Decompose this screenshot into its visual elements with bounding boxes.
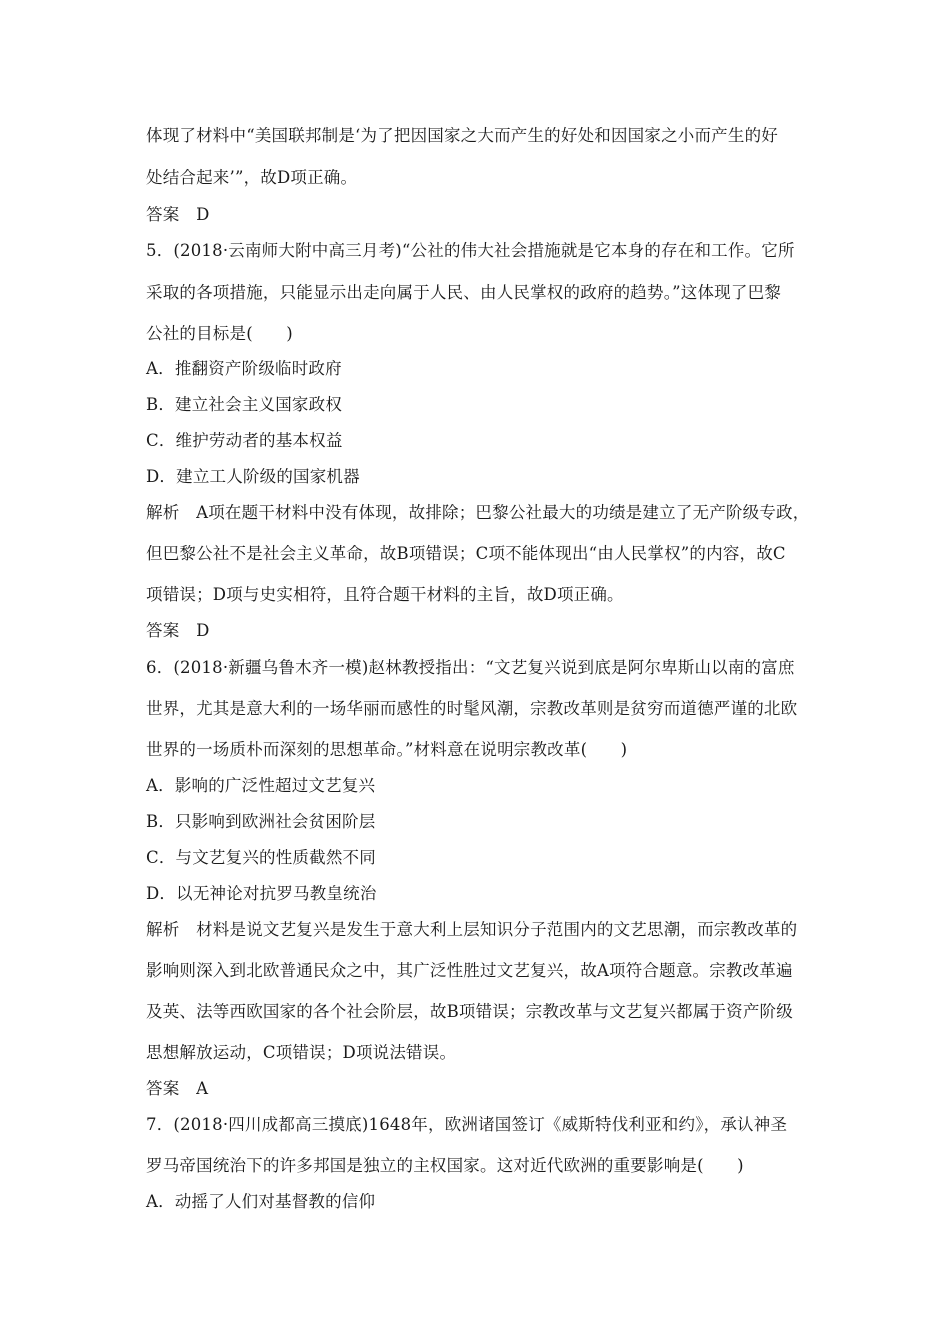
analysis-line: 影响则深入到北欧普通民众之中，其广泛性胜过文艺复兴，故A项符合题意。宗教改革遍 (146, 961, 793, 980)
question-6-line: 世界，尤其是意大利的一场华丽而感性的时髦风潮，宗教改革则是贫穷而道德严谨的北欧 (146, 699, 798, 718)
question-5-line: 采取的各项措施，只能显示出走向属于人民、由人民掌权的政府的趋势。”这体现了巴黎 (146, 283, 781, 302)
answer-line: 答案 A (146, 1079, 209, 1098)
option-d: D．建立工人阶级的国家机器 (146, 467, 360, 486)
question-5-line: 公社的目标是( ) (146, 324, 293, 343)
question-6-line: 世界的一场质朴而深刻的思想革命。”材料意在说明宗教改革( ) (146, 740, 628, 759)
option-b: B．只影响到欧洲社会贫困阶层 (146, 812, 376, 831)
option-a: A．动摇了人们对基督教的信仰 (146, 1192, 376, 1211)
analysis-line: 解析 A项在题干材料中没有体现，故排除；巴黎公社最大的功绩是建立了无产阶级专政， (146, 503, 810, 522)
analysis-line: 但巴黎公社不是社会主义革命，故B项错误；C项不能体现出“由人民掌权”的内容，故C (146, 544, 786, 563)
answer-line: 答案 D (146, 205, 210, 224)
option-c: C．与文艺复兴的性质截然不同 (146, 848, 376, 867)
option-c: C．维护劳动者的基本权益 (146, 431, 343, 450)
option-b: B．建立社会主义国家政权 (146, 395, 343, 414)
question-5-line: 5．(2018·云南师大附中高三月考)“公社的伟大社会措施就是它本身的存在和工作。它所 (146, 241, 795, 260)
option-a: A．影响的广泛性超过文艺复兴 (146, 776, 376, 795)
text-line: 体现了材料中“美国联邦制是‘为了把因国家之大而产生的好处和因国家之小而产生的好 (146, 126, 778, 145)
answer-line: 答案 D (146, 621, 210, 640)
question-7-line: 7．(2018·四川成都高三摸底)1648年，欧洲诸国签订《威斯特伐利亚和约》，承认神圣 (146, 1115, 788, 1134)
option-d: D．以无神论对抗罗马教皇统治 (146, 884, 377, 903)
question-6-line: 6．(2018·新疆乌鲁木齐一模)赵林教授指出：“文艺复兴说到底是阿尔卑斯山以南的富庶 (146, 658, 795, 677)
option-a: A．推翻资产阶级临时政府 (146, 359, 342, 378)
analysis-line: 思想解放运动，C项错误；D项说法错误。 (146, 1043, 457, 1062)
analysis-line: 解析 材料是说文艺复兴是发生于意大利上层知识分子范围内的文艺思潮，而宗教改革的 (146, 920, 798, 939)
text-line: 处结合起来’”，故D项正确。 (146, 168, 358, 187)
question-7-line: 罗马帝国统治下的许多邦国是独立的主权国家。这对近代欧洲的重要影响是( ) (146, 1156, 744, 1175)
analysis-line: 及英、法等西欧国家的各个社会阶层，故B项错误；宗教改革与文艺复兴都属于资产阶级 (146, 1002, 793, 1021)
analysis-line: 项错误；D项与史实相符，且符合题干材料的主旨，故D项正确。 (146, 585, 624, 604)
